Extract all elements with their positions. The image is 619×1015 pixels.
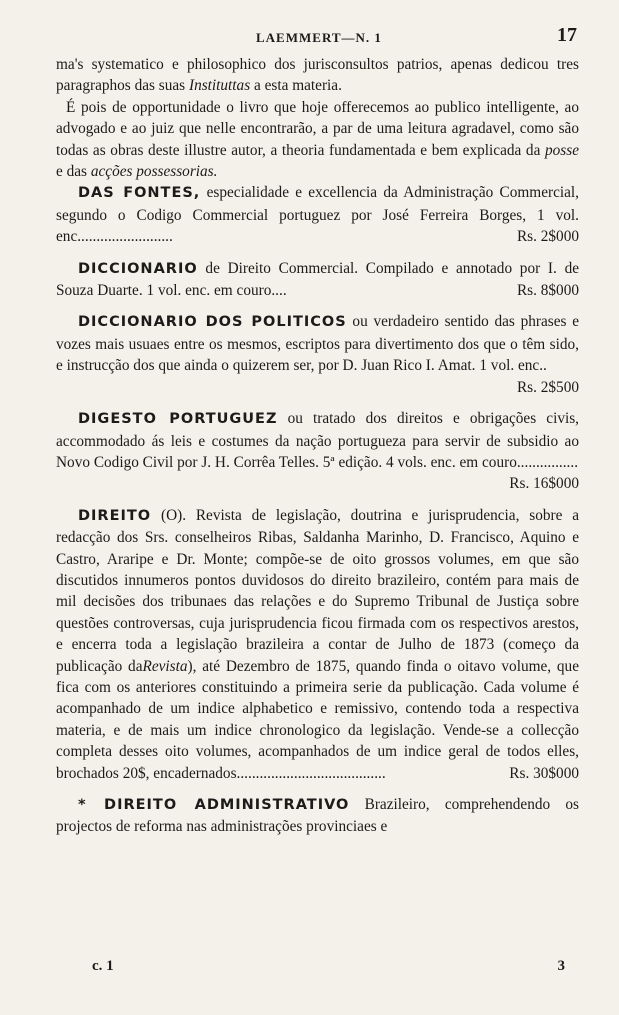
entry-diccionario-politicos (56, 311, 579, 398)
entry-heading: DAS FONTES, (78, 185, 201, 202)
signature-number: 3 (557, 958, 565, 974)
italic-institutas: Instituttas (188, 77, 251, 95)
italic-posse: posse (545, 141, 579, 159)
entry-digesto-portuguez (56, 408, 579, 495)
entry-price: Rs. 2$000 (516, 228, 579, 246)
italic-accoes: acções possessorias. (90, 163, 218, 181)
page-number: 17 (557, 24, 577, 46)
entry-heading: * DIREITO ADMINISTRATIVO (78, 797, 350, 813)
entry-price: Rs. 30$000 (509, 764, 579, 782)
entry-text: especialidade e excellencia da Administração Commercial, segundo o Codigo Commercial portuguez por José Ferreira Borges, 1 vol. enc......................... (56, 184, 579, 246)
entry-heading: DICCIONARIO (78, 260, 198, 277)
entry-text: Brazileiro, comprehendendo os projectos de reforma nas administrações provinciaes e (56, 796, 579, 836)
entry-text-cont: ), até Dezembro de 1875, quando finda o oitavo volume, que fica com os anteriores constituindo a primeira serie da publicação. Cada volume é acompanhado de um indice alphabetico e remissivo, contendo toda a respectiva materia, e de mais um indice chronologico da legislação. Vende-se a collecção completa desses oito volumes, acompanhados de um indice geral de todos elles, brochados 20$, encadernados....................................... (56, 657, 579, 782)
entry-direito-revista (56, 505, 579, 784)
entry-diccionario (56, 258, 579, 302)
italic-revista: Revista (142, 657, 188, 675)
entry-text: de Direito Commercial. Compilado e annotado por I. de Souza Duarte. 1 vol. enc. em couro.... (56, 259, 580, 300)
entry-price: Rs. 8$000 (516, 282, 579, 300)
entry-heading: DIGESTO PORTUGUEZ (78, 411, 278, 428)
intro-paragraph-2: É pois de opportunidade o livro que hoje offerecemos ao publico intelligente, ao advogado e ao juiz que nelle encontrarão, a par de uma leitura agradavel, como são todas as obras deste illustre autor, a theoria fundamentada e bem explicada da posse e das acções possessorias. (56, 98, 579, 181)
intro-section (56, 54, 579, 182)
entry-direito-administrativo (56, 794, 579, 838)
running-title: LAEMMERT—N. 1 (256, 30, 382, 45)
entry-text: ou verdadeiro sentido das phrases e vozes mais usuaes entre os mesmos, escriptos para divertimento dos que o têm sido, e instrucção dos que ainda o quizerem ser, por D. Juan Rico I. Amat. 1 vol. enc.. (56, 313, 580, 375)
intro-paragraph-1: ma's systematico e philosophico dos jurisconsultos patrios, apenas dedicou tres paragraphos das suas Instituttas a esta materia. (56, 56, 579, 95)
page-body (56, 54, 579, 838)
entry-price: Rs. 16$000 (509, 475, 579, 493)
entry-heading: DICCIONARIO DOS POLITICOS (78, 314, 347, 331)
page-header (56, 24, 579, 54)
entry-das-fontes (56, 182, 579, 247)
entry-price: Rs. 2$500 (516, 378, 579, 396)
entry-text: (O). Revista de legislação, doutrina e jurisprudencia, sobre a redacção dos Srs. conselheiros Ribas, Saldanha Marinho, D. Francisco, Aquino e Castro, Araripe e Dr. Monte; compõe-se de oito grossos volumes, em que são discutidos innumeros pontos duvidosos do direito brazileiro, contém para mais de mil decisões dos tribunaes das relações e do Supremo Tribunal de Justiça sobre questões controversas, cuja jurisprudencia ficou firmada com os respectivos arestos, e encerra toda a legislação brazileira a contar de Julho de 1873 (começo da publicação da (56, 506, 579, 675)
entry-heading: DIREITO (78, 507, 152, 524)
signature-mark: c. 1 (92, 958, 114, 974)
entry-text: ou tratado dos direitos e obrigações civis, accommodado ás leis e costumes da nação portugueza para servir de subsidio ao Novo Codigo Civil por J. H. Corrêa Telles. 5ª edição. 4 vols. enc. em couro................ (56, 410, 579, 471)
